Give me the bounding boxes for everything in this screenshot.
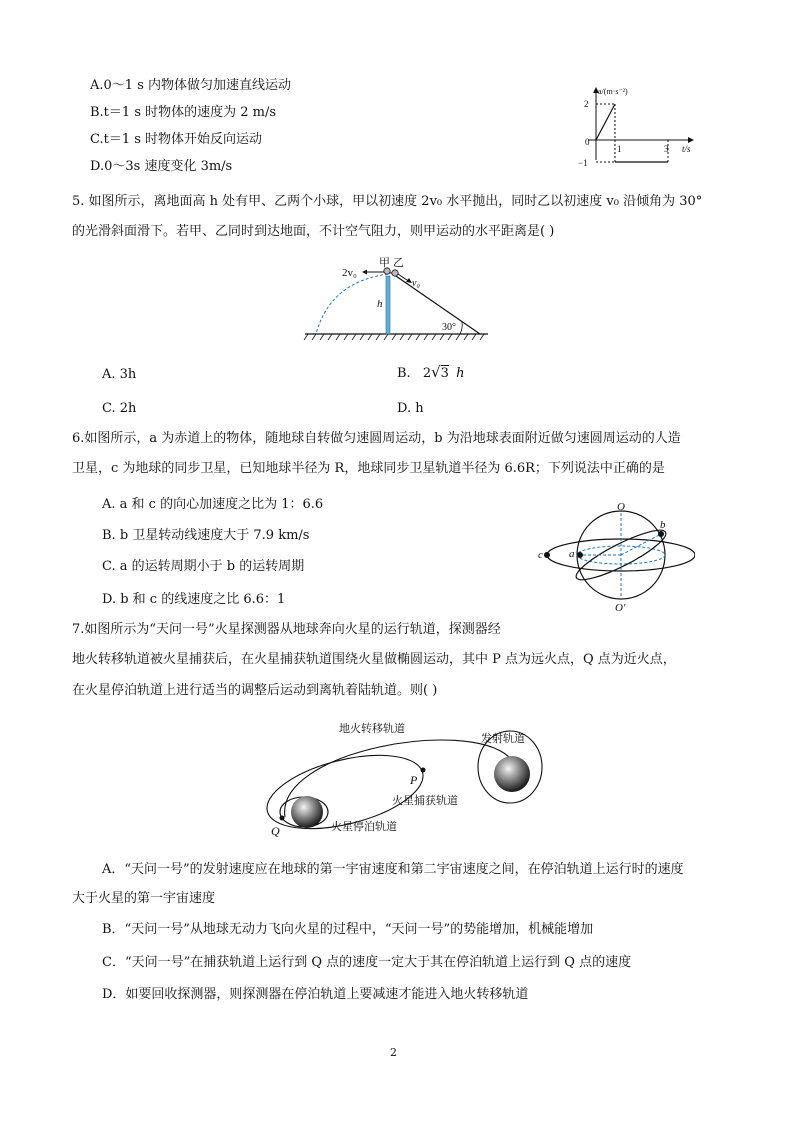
q7-option-c: C．“天问一号”在捕获轨道上运行到 Q 点的速度一定大于其在停泊轨道上运行到 Q 点的速度 bbox=[102, 955, 632, 970]
label-P: P bbox=[410, 773, 418, 787]
q7-option-a-line1: A．“天问一号”的发射速度应在地球的第一宇宙速度和第二宇宙速度之间，在停泊轨道上运行时的速度 bbox=[102, 862, 684, 877]
point-P bbox=[421, 768, 426, 773]
q7-option-b: B．“天问一号”从地球无动力飞向火星的过程中，“天问一号”的势能增加，机械能增加 bbox=[102, 922, 594, 937]
sqrt-sign: √ bbox=[431, 363, 441, 381]
angle-arc bbox=[460, 322, 462, 334]
radius-b bbox=[621, 534, 661, 555]
q4-option-d: D.0～3s 速度变化 3m/s bbox=[90, 159, 233, 174]
label-h: h bbox=[377, 298, 383, 310]
label-jia: 甲 bbox=[379, 257, 390, 269]
label-a: a bbox=[569, 548, 575, 560]
q5-stem-line2: 的光滑斜面滑下。若甲、乙同时到达地面，不计空气阻力，则甲运动的水平距离是( ) bbox=[72, 224, 555, 239]
label-b: b bbox=[660, 519, 666, 531]
q6-stem-line1: 6.如图所示，a 为赤道上的物体，随地球自转做匀速圆周运动，b 为沿地球表面附近做匀速圆周运动的人造 bbox=[72, 431, 681, 446]
q5-option-b-radicand: 3 bbox=[440, 366, 449, 381]
q6-stem-line2: 卫星，c 为地球的同步卫星，已知地球半径为 R，地球同步卫星轨道半径为 6.6R；下列说法中正确的是 bbox=[72, 461, 665, 476]
tick-2: 2 bbox=[584, 99, 589, 109]
earth-planet bbox=[494, 756, 530, 792]
q7-stem-line2: 地火转移轨道被火星捕获后，在火星捕获轨道围绕火星做椭圆运动，其中 P 点为远火点，Q 点为近火点， bbox=[72, 652, 676, 667]
point-c bbox=[544, 552, 550, 558]
q5-option-a: A. 3h bbox=[102, 367, 137, 382]
q4-option-c: C.t＝1 s 时物体开始反向运动 bbox=[90, 132, 263, 147]
label-yi: 乙 bbox=[393, 257, 404, 269]
q6-earth-figure bbox=[535, 498, 695, 616]
arrowhead-jia bbox=[362, 270, 367, 275]
q5-option-b-prefix: B. bbox=[397, 366, 411, 381]
tick-3: 3 bbox=[664, 144, 669, 154]
x-axis-label: t/s bbox=[682, 144, 691, 154]
q6-option-d: D. b 和 c 的线速度之比 6.6：1 bbox=[102, 592, 286, 607]
q6-option-c: C. a 的运转周期小于 b 的运转周期 bbox=[102, 559, 305, 574]
q5-option-d: D. h bbox=[397, 401, 424, 416]
q7-option-a-line2: 大于火星的第一宇宙速度 bbox=[72, 891, 216, 906]
q7-orbit-figure bbox=[265, 712, 565, 842]
y-axis-label: a/(m·s⁻²) bbox=[598, 87, 628, 96]
label-v0: v₀ bbox=[412, 278, 420, 289]
q5-option-b-var: h bbox=[456, 366, 465, 381]
q5-option-b bbox=[397, 363, 464, 385]
pillar bbox=[386, 276, 390, 334]
point-a bbox=[577, 552, 583, 558]
q6-option-a: A. a 和 c 的向心加速度之比为 1：6.6 bbox=[102, 497, 324, 512]
q4-option-a: A.0～1 s 内物体做匀加速直线运动 bbox=[90, 78, 291, 93]
x-axis-arrow bbox=[688, 137, 694, 143]
q7-option-d: D．如要回收探测器，则探测器在停泊轨道上要减速才能进入地火转移轨道 bbox=[102, 987, 529, 1002]
q4-at-graph bbox=[570, 82, 700, 172]
ball-yi bbox=[392, 270, 398, 276]
q5-stem-line1: 5. 如图所示，离地面高 h 处有甲、乙两个小球，甲以初速度 2v₀ 水平抛出，同时乙以初速度 v₀ 沿倾角为 30° bbox=[72, 194, 703, 209]
label-Oprime: O′ bbox=[615, 602, 626, 614]
page-number: 2 bbox=[390, 1046, 397, 1059]
label-transfer-orbit: 地火转移轨道 bbox=[339, 723, 405, 735]
tick-neg1: −1 bbox=[578, 158, 588, 168]
label-parking-orbit: 火星停泊轨道 bbox=[331, 821, 397, 833]
label-launch-orbit: 发射轨道 bbox=[481, 733, 525, 745]
label-30deg: 30° bbox=[442, 322, 456, 333]
point-Q bbox=[280, 816, 285, 821]
label-2v0: 2v₀ bbox=[342, 267, 357, 279]
q5-figure bbox=[300, 252, 495, 348]
q5-option-c: C. 2h bbox=[102, 401, 137, 416]
incline bbox=[393, 274, 480, 334]
label-O: O bbox=[617, 501, 625, 513]
label-c: c bbox=[538, 549, 543, 561]
point-b bbox=[658, 531, 664, 537]
mars-planet bbox=[291, 796, 323, 828]
q4-option-b: B.t＝1 s 时物体的速度为 2 m/s bbox=[90, 105, 277, 120]
accel-segment bbox=[596, 104, 615, 140]
q7-stem-line1: 7.如图所示为“天问一号”火星探测器从地球奔向火星的运行轨道，探测器经 bbox=[72, 622, 501, 637]
q6-option-b: B. b 卫星转动线速度大于 7.9 km/s bbox=[102, 528, 310, 543]
tick-1: 1 bbox=[617, 144, 622, 154]
ground-hatching bbox=[304, 334, 484, 340]
label-Q: Q bbox=[271, 824, 280, 838]
tick-0: 0 bbox=[585, 137, 590, 147]
q5-option-b-coef: 2 bbox=[422, 366, 432, 381]
q7-stem-line3: 在火星停泊轨道上进行适当的调整后运动到离轨着陆轨道。则( ) bbox=[72, 683, 438, 698]
label-capture-orbit: 火星捕获轨道 bbox=[392, 795, 458, 807]
